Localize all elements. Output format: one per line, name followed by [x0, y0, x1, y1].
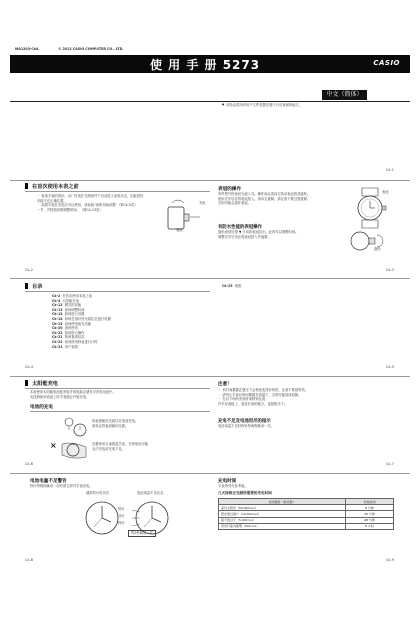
section-marker: [25, 183, 28, 189]
toc-entry[interactable]: Ck-15 如何使用夜光功能: [52, 321, 92, 326]
divider: [10, 473, 410, 474]
label-charge: 充电: [199, 201, 206, 205]
label-crown: 表冠: [176, 228, 183, 232]
copyright: © 2012 CASIO COMPUTER CO., LTD.: [58, 47, 124, 51]
toc-entry[interactable]: Ck-14 如何在指针回至原位后进行设置: [52, 316, 111, 321]
incorrect-mark-icon: ×: [50, 441, 57, 450]
text-line: 可能不在正确位置。: [37, 198, 67, 203]
watch-in-light-illustration: [60, 416, 90, 438]
page-number: Ck-8: [25, 558, 33, 562]
sub-text-block: [218, 230, 298, 239]
page-number: Ck-9: [386, 558, 394, 562]
divider: [25, 388, 210, 389]
text-line: 使用完毕后应将表冠按入，再向右旋紧。请注意不要过度旋紧。: [218, 196, 311, 201]
divider: [25, 291, 210, 292]
text-line: 光线照射到表盘上时手表便会开始充电。: [30, 394, 90, 399]
caption-normal: 通常的计时状态: [86, 491, 110, 495]
divider: [10, 101, 410, 102]
text-line: 有些型号的表冠为旋入式。操作前必须向左转动表冠将其旋松。: [218, 192, 311, 196]
charge-tip-2: [92, 442, 148, 451]
toc-entry[interactable]: Ck-2 在首次使用本表之前: [52, 294, 93, 298]
section-text: 下表所列为参考值。: [218, 484, 248, 488]
text-line: 旋松表冠后按 ▼ 方向将表冠拉出，此时可以调整时间。: [218, 230, 299, 234]
section-text: 秒针每两秒跳动一次时请立即对手表充电。: [30, 484, 93, 488]
toc-list: [52, 294, 111, 349]
table-cell: 阳光透过窗户（10,000 lux）: [219, 511, 346, 517]
text-line: ・ 如果手表在充电后可以使用，请参阅"表的初始设置"（第Ck-5页）: [37, 203, 138, 208]
table-title: 几天持续无光照所需要的充电时间: [218, 491, 272, 495]
text-line: 无法充电或充电不足。: [92, 446, 125, 451]
toc-entry[interactable]: Ck-13 如何进行设置: [52, 312, 85, 317]
page-number: Ck-5: [386, 365, 394, 369]
sub-title: 电池的充电: [30, 405, 53, 410]
sub-title: 充电不足及电池用尽的指示: [218, 419, 271, 424]
page-number: Ck-7: [386, 462, 394, 466]
text-line: 将表面朝向光源以对电池充电。: [92, 419, 139, 423]
left-text-block: [37, 194, 144, 212]
section-title: 太阳能充电: [32, 381, 58, 387]
text-line: 应避免用衣袖遮盖手表，否则电池可能: [92, 442, 149, 446]
toc-entry[interactable]: Ck-21 如何查看信息: [52, 335, 85, 340]
toc-entry[interactable]: Ck-20 表的使用: [52, 326, 78, 331]
caption-low-battery: 电池电量不足状态: [137, 491, 164, 495]
page-number: Ck-4: [25, 365, 33, 369]
page-number: Ck-1: [386, 168, 394, 172]
casio-logo: CASIO: [373, 59, 400, 67]
table-cell: 8 分钟: [345, 505, 393, 511]
divider: [30, 411, 210, 412]
text-line: ・ 在以下场所充电时请特别注意：: [218, 397, 269, 402]
label-loosen: 旋松: [374, 247, 381, 251]
text-line: 否则可能会损坏表冠。: [218, 201, 251, 206]
sub-text: 电池电量不足时秒针每两秒跳动一次。: [218, 424, 275, 428]
warning-text-block: [218, 388, 308, 406]
sleeve-covering-watch-illustration: [60, 440, 90, 460]
text-line: ・ 检查手表的指针。出厂时表在光照条件下自动进入省电状态，因此指针: [37, 194, 144, 198]
label-hour-hand: 时针: [118, 507, 125, 511]
table-cell: 荧光灯室内照明（500 lux）: [219, 523, 346, 529]
toc-entry[interactable]: Ck-22 如何使用秒表进行计时: [52, 339, 98, 344]
label-two-second-jump: 每2秒跳动一次: [128, 530, 156, 537]
section-marker: [25, 380, 28, 386]
intro-note: ● 请务必将所有用户文件放置在便于日后查阅的地方。: [222, 103, 302, 109]
label-crown: 表冠: [382, 190, 389, 194]
table-cell: 48 分钟: [345, 517, 393, 523]
toc-entry[interactable]: Ck-21 如何进行操作: [52, 330, 85, 335]
section-marker: [25, 283, 28, 289]
section-title: 充电时间: [218, 479, 237, 484]
section-title: 电池电量不足警告: [30, 479, 67, 484]
section-title: 表冠的操作: [218, 187, 241, 192]
table-cell: 8 小时: [345, 523, 393, 529]
toc-entry[interactable]: Ck-12 模式的切换: [52, 303, 82, 308]
table-cell: 室外太阳光（50,000 lux）: [219, 505, 346, 511]
charge-tip-1: [92, 419, 138, 428]
label-minute-hand: 分针: [118, 514, 125, 518]
toc-entry[interactable]: Ck-25 规格: [222, 284, 242, 288]
text-line: 本表使用太阳能电池板发电并将电能存储在可充电电池中。: [30, 390, 116, 394]
page-number: Ck-6: [25, 462, 33, 466]
warning-title: 注意！: [218, 382, 232, 387]
table-row: [219, 523, 394, 529]
section-title: 在首次使用本表之前: [32, 184, 79, 190]
text-line: 汽车仪表板上、靠近灯泡的地方、直射阳光下。: [218, 401, 288, 406]
table-header: 充电时间: [345, 499, 393, 505]
manual-code: MA1203-CkA: [15, 47, 39, 51]
page-number: Ck-3: [386, 268, 394, 272]
sub-title: 有防水性能的表冠操作: [218, 225, 262, 230]
table-cell: 阴天的白天（5,000 lux）: [219, 517, 346, 523]
manual-title: 使 用 手 册 5273: [150, 58, 261, 72]
table-header: 光线强度（勒克斯）: [219, 499, 346, 505]
toc-entry[interactable]: Ck-23 用户须知: [52, 344, 78, 349]
text-line: 调整完毕后务必将表冠按入并旋紧。: [218, 234, 271, 239]
divider: [25, 191, 210, 192]
toc-entry[interactable]: Ck-4 太阳能充电: [52, 298, 79, 303]
table-cell: 30 分钟: [345, 511, 393, 517]
label-second-hand: 秒针: [118, 521, 125, 525]
title-bar: [10, 55, 410, 73]
divider: [10, 180, 410, 181]
toc-entry[interactable]: Ck-13 如何调整时间: [52, 307, 85, 312]
page-number: Ck-2: [25, 268, 33, 272]
charge-time-table: [218, 498, 394, 530]
divider: [10, 278, 410, 279]
text-line: ・ 请勿让手表长时间暴露在高温下，否则可能造成故障。: [218, 392, 302, 397]
left-text-block: [30, 390, 116, 399]
toc-title: 目录: [32, 284, 43, 290]
text-line: ・ 长时间暴露在强光下会使表变得非常热，注意不要被烫伤。: [218, 388, 309, 392]
text-line: 请务必将表面朝向光源。: [92, 423, 129, 428]
divider: [10, 376, 410, 377]
right-text-block: [218, 192, 310, 206]
language-tab: 中文（简体）: [322, 90, 367, 100]
text-line: 一节，并按照说明调整时间。（第Ck-13页）: [37, 207, 103, 212]
